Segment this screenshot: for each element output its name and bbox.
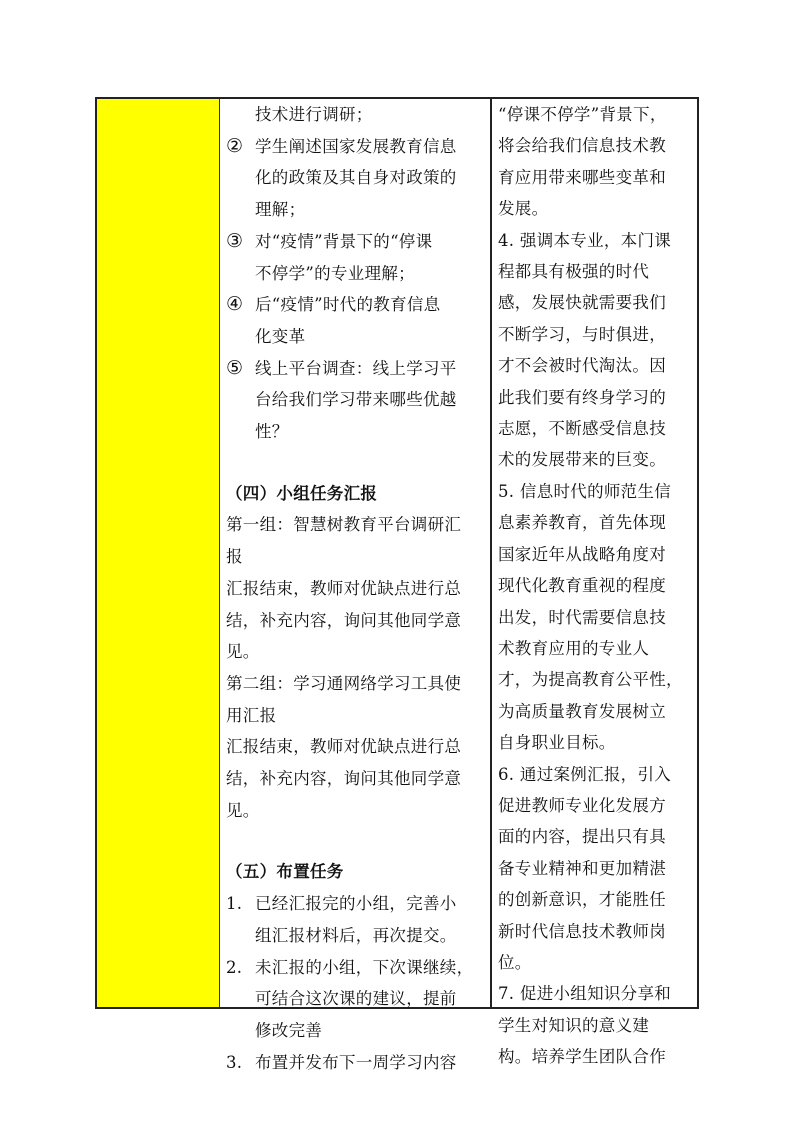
text-line: 修改完善 (255, 1020, 323, 1040)
text-line: 汇报结束，教师对优缺点进行总 (226, 737, 462, 757)
text-line: 后“疫情”时代的教育信息 (255, 295, 441, 315)
text-line: 此我们要有终身学习的 (498, 387, 666, 407)
list-number: 1. (226, 894, 243, 914)
text-line: 学生阐述国家发展教育信息 (255, 136, 457, 156)
text-line: 不断学习，与时俱进， (498, 324, 666, 344)
text-line: 第二组：学习通网络学习工具使 (226, 673, 462, 693)
text-line: 化变革 (255, 326, 306, 346)
text-line: 术教育应用的专业人 (498, 638, 650, 658)
text-line: 第一组：智慧树教育平台调研汇 (226, 515, 462, 535)
text-line: 线上平台调查：线上学习平 (255, 358, 457, 378)
lesson-table (95, 97, 699, 1072)
text-line: 自身职业目标。 (498, 733, 616, 753)
text-line: 7. 促进小组知识分享和 (498, 984, 672, 1004)
text-line: 术的发展带来的巨变。 (498, 450, 666, 470)
text-line: 可结合这次课的建议，提前 (255, 989, 457, 1009)
text-line: 台给我们学习带来哪些优越 (255, 390, 457, 410)
text-line: 6. 通过案例汇报，引入 (498, 764, 672, 784)
list-marker: ② (226, 134, 244, 157)
list-number: 3. (226, 1052, 243, 1072)
text-line: 理解； (255, 200, 306, 220)
text-line: 结，补充内容，询问其他同学意 (226, 769, 462, 789)
list-marker: ④ (226, 293, 244, 316)
list-number: 2. (226, 957, 243, 977)
text-line: 息素养教育，首先体现 (498, 513, 666, 533)
text-line: 技术进行调研； (255, 105, 373, 124)
list-marker: ⑤ (226, 356, 244, 379)
list-marker: ③ (226, 229, 244, 252)
text-line: 为高质量教育发展树立 (498, 701, 666, 721)
teaching-process-column (220, 99, 492, 1072)
text-line: 学生对知识的意义建 (498, 1015, 650, 1035)
text-line: 促进教师专业化发展方 (498, 795, 666, 815)
text-line: 感，发展快就需要我们 (498, 293, 666, 313)
text-line: 结，补充内容，询问其他同学意 (226, 610, 462, 630)
text-line: 汇报结束，教师对优缺点进行总 (226, 578, 462, 598)
text-line: 位。 (498, 952, 532, 972)
text-line: “停课不停学”背景下， (498, 105, 667, 124)
text-line: 将会给我们信息技术教 (498, 136, 666, 156)
text-line: 见。 (226, 800, 260, 820)
text-line: 才，为提高教育公平性， (498, 670, 683, 690)
text-line: 见。 (226, 642, 260, 662)
text-line: 对“疫情”背景下的“停课 (255, 231, 433, 251)
text-line: 才不会被时代淘汰。因 (498, 356, 666, 376)
text-line: 出发，时代需要信息技 (498, 607, 666, 627)
text-line: 报 (226, 547, 243, 567)
text-line: 已经汇报完的小组，完善小 (255, 894, 457, 914)
text-line: 发展。 (498, 199, 549, 219)
design-intent-column (492, 99, 697, 1067)
text-line: 育应用带来哪些变革和 (498, 167, 666, 187)
section-heading: （四）小组任务汇报 (226, 483, 378, 503)
text-line: 备专业精神和更加精湛 (498, 858, 666, 878)
text-line: 程都具有极强的时代 (498, 262, 650, 282)
section-heading: （五）布置任务 (226, 862, 344, 882)
text-line: 性？ (255, 422, 289, 442)
text-line: 构。培养学生团队合作 (498, 1047, 666, 1067)
text-line: 不停学”的专业理解； (255, 263, 415, 283)
text-line: 面的内容，提出只有具 (498, 827, 666, 847)
text-line: 志愿，不断感受信息技 (498, 419, 666, 439)
text-line: 5. 信息时代的师范生信 (498, 481, 672, 501)
highlighted-label-column (97, 99, 220, 1007)
text-line: 布置并发布下一周学习内容 (255, 1052, 457, 1072)
text-line: 用汇报 (226, 705, 277, 725)
text-line: 现代化教育重视的程度 (498, 576, 666, 596)
text-line: 的创新意识，才能胜任 (498, 890, 666, 910)
text-line: 新时代信息技术教师岗 (498, 921, 666, 941)
text-line: 未汇报的小组，下次课继续， (255, 957, 474, 977)
text-line: 组汇报材料后，再次提交。 (255, 925, 457, 945)
text-line: 4. 强调本专业，本门课 (498, 230, 672, 250)
text-line: 化的政策及其自身对政策的 (255, 168, 457, 188)
text-line: 国家近年从战略角度对 (498, 544, 666, 564)
